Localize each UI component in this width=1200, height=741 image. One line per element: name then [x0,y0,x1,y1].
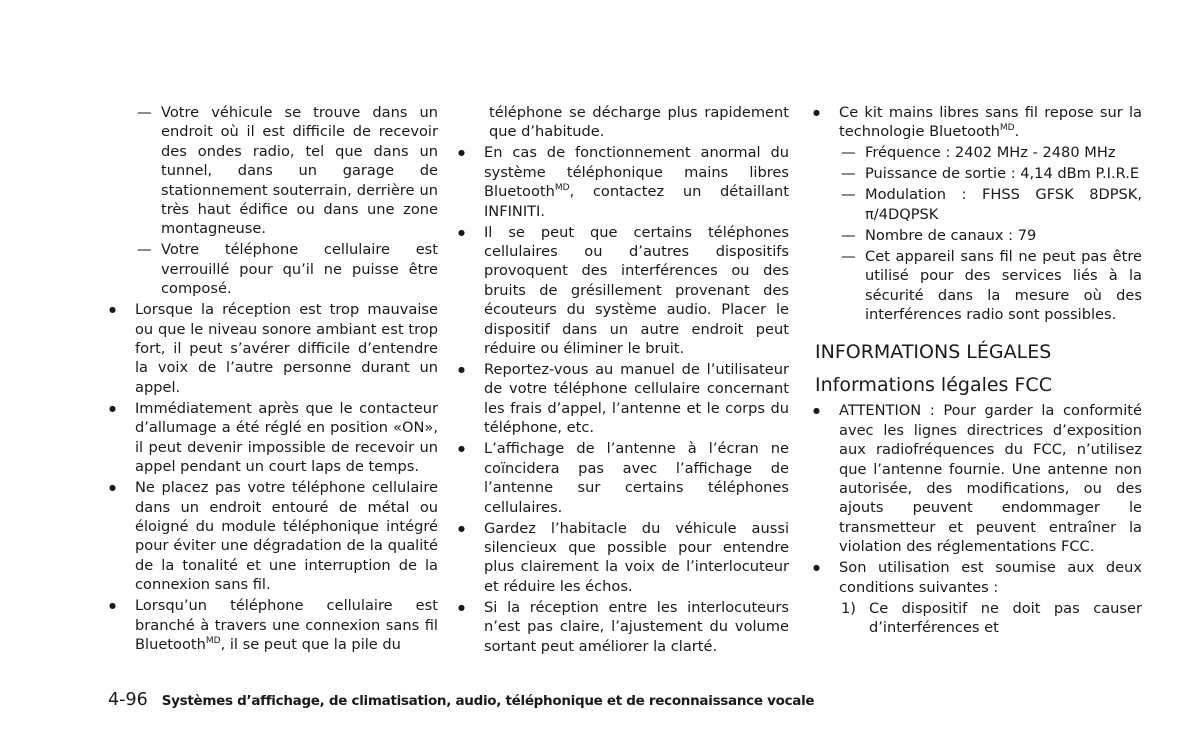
dash-item: — Nombre de canaux : 79 [812,226,1142,245]
bullet-item [457,143,789,221]
page-number: 4-96 [108,690,148,710]
text: Lorsqu’un téléphone cellulaire est branché à travers une connexion sans fil Bluetooth [135,597,438,653]
bullet-item [812,103,1142,142]
bullet-item: ● ATTENTION : Pour garder la conformité avec les lignes directrices d’exposition aux radiofréquences du FCC, n’utilisez que l’antenne fournie. Une antenne non autorisée, des modifications, ou des ajouts peuvent endommager le transmetteur et peuvent entraîner la violation des réglementations FCC. [812,401,1142,556]
bullet-item [108,596,438,654]
numbered-item [812,599,1142,638]
bullet-item: ● Lorsque la réception est trop mauvaise ou que le niveau sonore ambiant est trop fort, il peut s’avérer difficile d’entendre la voix de l’autre personne durant un appel. [108,300,438,397]
dash-item: — Modulation : FHSS GFSK 8DPSK, π/4DQPSK [812,185,1142,224]
text: , il se peut que la pile du [220,635,401,653]
bullet-item: ● Reportez-vous au manuel de l’utilisateur de votre téléphone cellulaire concernant les frais d’appel, l’antenne et le corps du téléphone, etc. [457,360,789,438]
subsection-heading: Informations légales FCC [815,374,1052,397]
text: , contactez un détaillant INFINITI. [484,183,789,220]
column-1 [108,103,438,656]
text: Ce kit mains libres sans fil repose sur la technologie Bluetooth [839,104,1142,141]
continued-text: téléphone se décharge plus rapidement que d’habitude. [489,104,789,141]
bullet-item: ● Si la réception entre les interlocuteurs n’est pas claire, l’ajustement du volume sortant peut améliorer la clarté. [457,598,789,656]
text: En cas de fonctionnement anormal du système téléphonique mains libres Bluetooth [484,144,789,201]
dash-item: — Votre téléphone cellulaire est verrouillé pour qu’il ne puisse être composé. [108,240,438,298]
bullet-item: ● Ne placez pas votre téléphone cellulaire dans un endroit entouré de métal ou éloigné du module téléphonique intégré pour éviter une dégradation de la qualité de la tonalité et une interruption de la connexion sans fil. [108,478,438,594]
bullet-item: ● Gardez l’habitacle du véhicule aussi silencieux que possible pour entendre plus clairement la voix de l’interlocuteur et réduire les échos. [457,519,789,597]
page-footer [108,690,814,710]
item-number: 1) [841,599,856,617]
dash-item: — Votre véhicule se trouve dans un endroit où il est difficile de recevoir des ondes radio, tel que dans un tunnel, dans un garage de stationnement souterrain, derrière un très haut édifice ou dans une zone montagneuse. [108,103,438,239]
section-heading: INFORMATIONS LÉGALES [815,341,1052,364]
superscript: MD [999,123,1015,134]
bullet-item: ● Immédiatement après que le contacteur d’allumage a été réglé en position «ON», il peut devenir impossible de recevoir un appel pendant un court laps de temps. [108,399,438,477]
text: . [1014,123,1020,141]
dash-item: — Cet appareil sans fil ne peut pas être utilisé pour des services liés à la sécurité dans la mesure où des interférences radio sont possibles. [812,247,1142,325]
dash-item: — Puissance de sortie : 4,14 dBm P.I.R.E [812,164,1142,183]
text: Ce dispositif ne doit pas causer d’interférences et [869,599,1142,637]
dash-item: — Fréquence : 2402 MHz - 2480 MHz [812,143,1142,162]
bullet-item: ● Son utilisation est soumise aux deux conditions suivantes : [812,558,1142,597]
chapter-title: Systèmes d’affichage, de climatisation, audio, téléphonique et de reconnaissance vocale [161,693,815,709]
column-3 [812,103,1142,639]
superscript: MD [554,183,570,194]
bullet-item: ● Il se peut que certains téléphones cellulaires ou d’autres dispositifs provoquent des interférences ou des bruits de grésillement provenant des écouteurs du système audio. Placer le dispositif dans un autre endroit peut réduire ou éliminer le bruit. [457,223,789,359]
bullet-item: ● L’affichage de l’antenne à l’écran ne coïncidera pas avec l’affichage de l’antenne sur certains téléphones cellulaires. [457,439,789,517]
superscript: MD [205,635,221,646]
column-2 [457,103,789,658]
